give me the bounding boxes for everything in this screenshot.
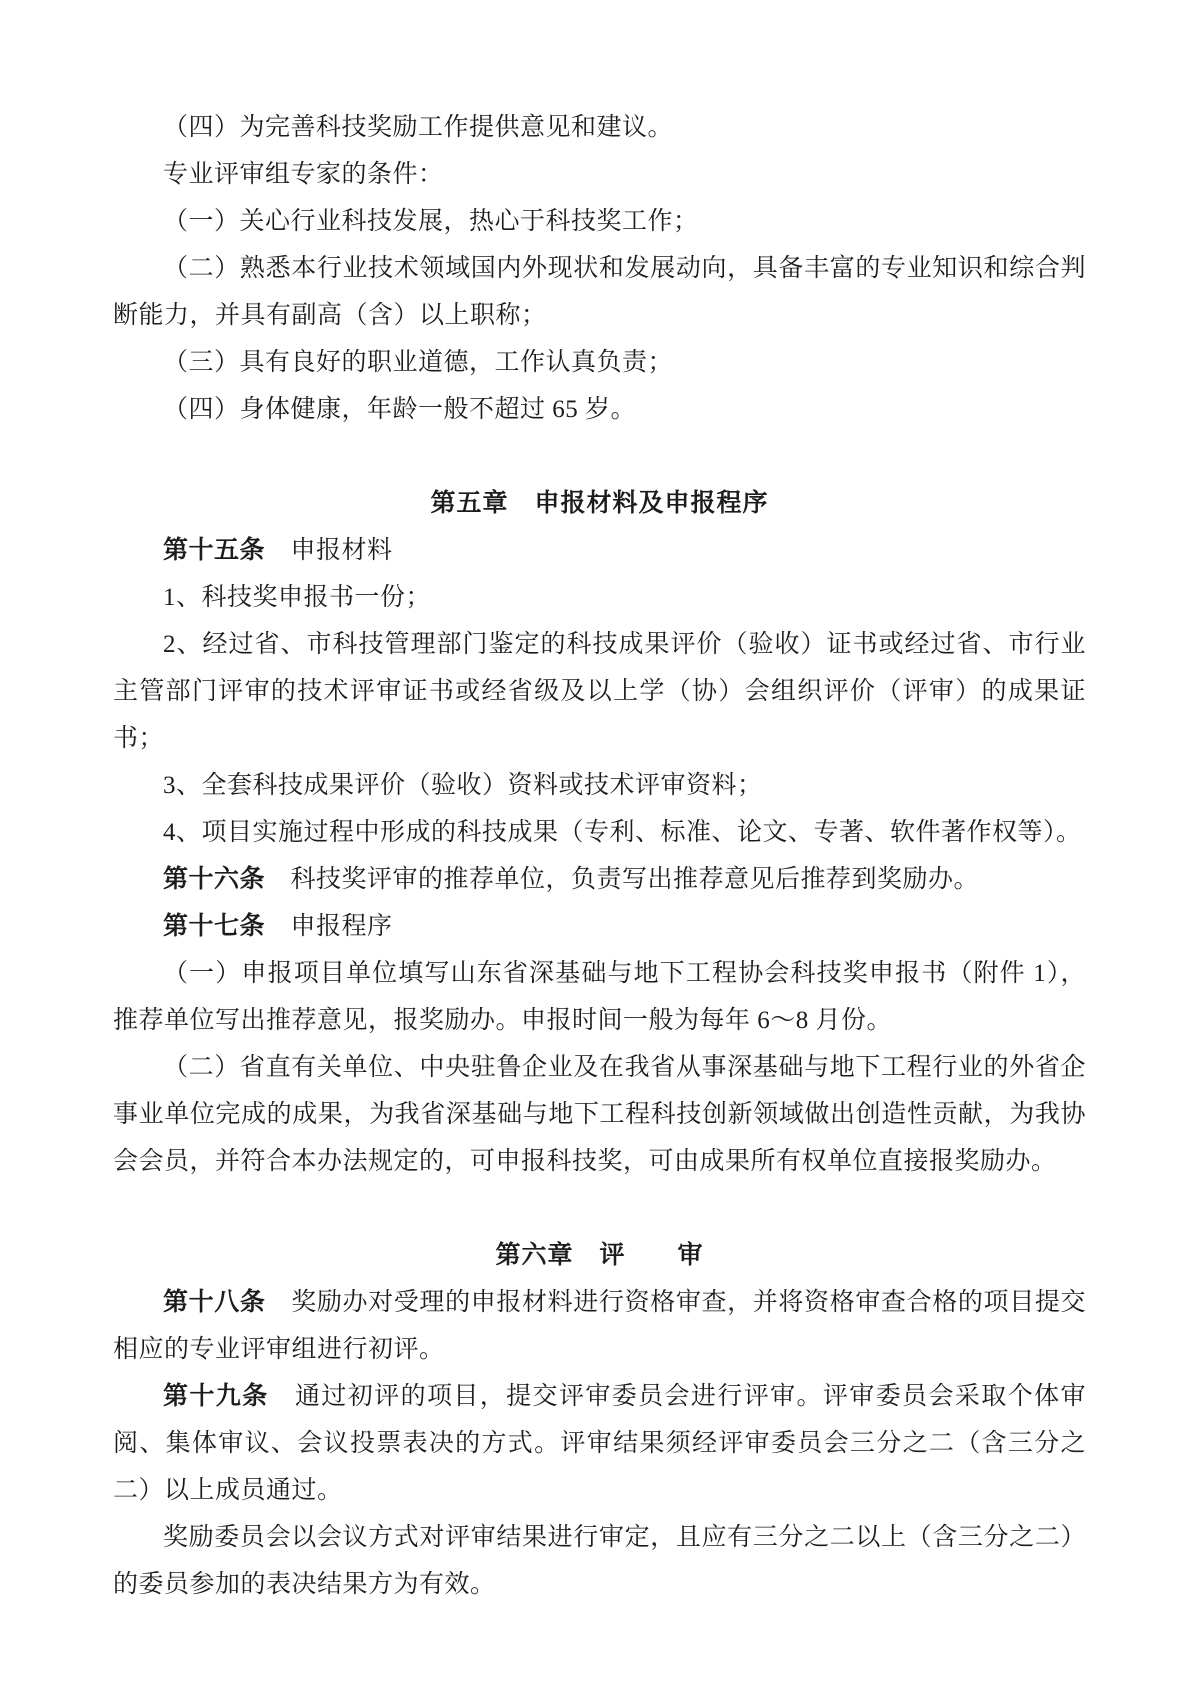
chapter-heading	[113, 1232, 1086, 1279]
paragraph-text: 申报材料	[265, 537, 393, 564]
paragraph	[113, 339, 1086, 386]
paragraph	[113, 386, 1086, 433]
paragraph	[113, 1373, 1086, 1514]
paragraph	[113, 1514, 1086, 1608]
paragraph-text: （四）为完善科技奖励工作提供意见和建议。	[163, 114, 674, 141]
paragraph	[113, 809, 1086, 856]
document-content	[113, 104, 1086, 1608]
paragraph	[113, 762, 1086, 809]
chapter-title-text: 第六章 评 审	[495, 1241, 704, 1269]
paragraph-text: 3、全套科技成果评价（验收）资料或技术评审资料；	[163, 772, 763, 799]
paragraph	[113, 245, 1086, 339]
paragraph	[113, 198, 1086, 245]
chapter-title-text: 第五章 申报材料及申报程序	[430, 489, 769, 517]
paragraph	[113, 950, 1086, 1044]
paragraph-text: 奖励委员会以会议方式对评审结果进行审定，且应有三分之二以上（含三分之二）的委员参加的表决结果方为有效。	[113, 1524, 1086, 1598]
paragraph-text: （二）熟悉本行业技术领域国内外现状和发展动向，具备丰富的专业知识和综合判断能力，并具有副高（含）以上职称；	[113, 255, 1086, 329]
paragraph-text: 申报程序	[265, 913, 393, 940]
paragraph	[113, 903, 1086, 950]
paragraph-text: （三）具有良好的职业道德，工作认真负责；	[163, 349, 674, 376]
paragraph-text: （二）省直有关单位、中央驻鲁企业及在我省从事深基础与地下工程行业的外省企事业单位完成的成果，为我省深基础与地下工程科技创新领域做出创造性贡献，为我协会会员，并符合本办法规定的，可申报科技奖，可由成果所有权单位直接报奖励办。	[113, 1054, 1086, 1175]
article-number: 第十九条	[163, 1382, 269, 1410]
paragraph	[113, 856, 1086, 903]
paragraph-text: 2、经过省、市科技管理部门鉴定的科技成果评价（验收）证书或经过省、市行业主管部门评审的技术评审证书或经省级及以上学（协）会组织评价（评审）的成果证书；	[113, 631, 1086, 752]
paragraph	[113, 527, 1086, 574]
paragraph-text: 通过初评的项目，提交评审委员会进行评审。评审委员会采取个体审阅、集体审议、会议投票表决的方式。评审结果须经评审委员会三分之二（含三分之二）以上成员通过。	[113, 1383, 1086, 1504]
paragraph-text: 奖励办对受理的申报材料进行资格审查，并将资格审查合格的项目提交相应的专业评审组进行初评。	[113, 1289, 1086, 1363]
paragraph	[113, 574, 1086, 621]
paragraph-text: 1、科技奖申报书一份；	[163, 584, 432, 611]
article-number: 第十七条	[163, 912, 266, 940]
paragraph-text: 4、项目实施过程中形成的科技成果（专利、标准、论文、专著、软件著作权等）。	[163, 819, 1082, 846]
paragraph	[113, 621, 1086, 762]
paragraph-text: （一）申报项目单位填写山东省深基础与地下工程协会科技奖申报书（附件 1），推荐单位写出推荐意见，报奖励办。申报时间一般为每年 6～8 月份。	[113, 960, 1086, 1034]
paragraph-text: （四）身体健康，年龄一般不超过 65 岁。	[163, 396, 637, 423]
paragraph	[113, 104, 1086, 151]
paragraph-text: （一）关心行业科技发展，热心于科技奖工作；	[163, 208, 699, 235]
paragraph	[113, 151, 1086, 198]
article-number: 第十六条	[163, 865, 266, 893]
chapter-heading	[113, 480, 1086, 527]
paragraph	[113, 1044, 1086, 1185]
paragraph	[113, 1279, 1086, 1373]
article-number: 第十五条	[163, 536, 266, 564]
paragraph-text: 科技奖评审的推荐单位，负责写出推荐意见后推荐到奖励办。	[265, 866, 980, 893]
article-number: 第十八条	[163, 1288, 266, 1316]
paragraph-text: 专业评审组专家的条件：	[163, 161, 444, 188]
